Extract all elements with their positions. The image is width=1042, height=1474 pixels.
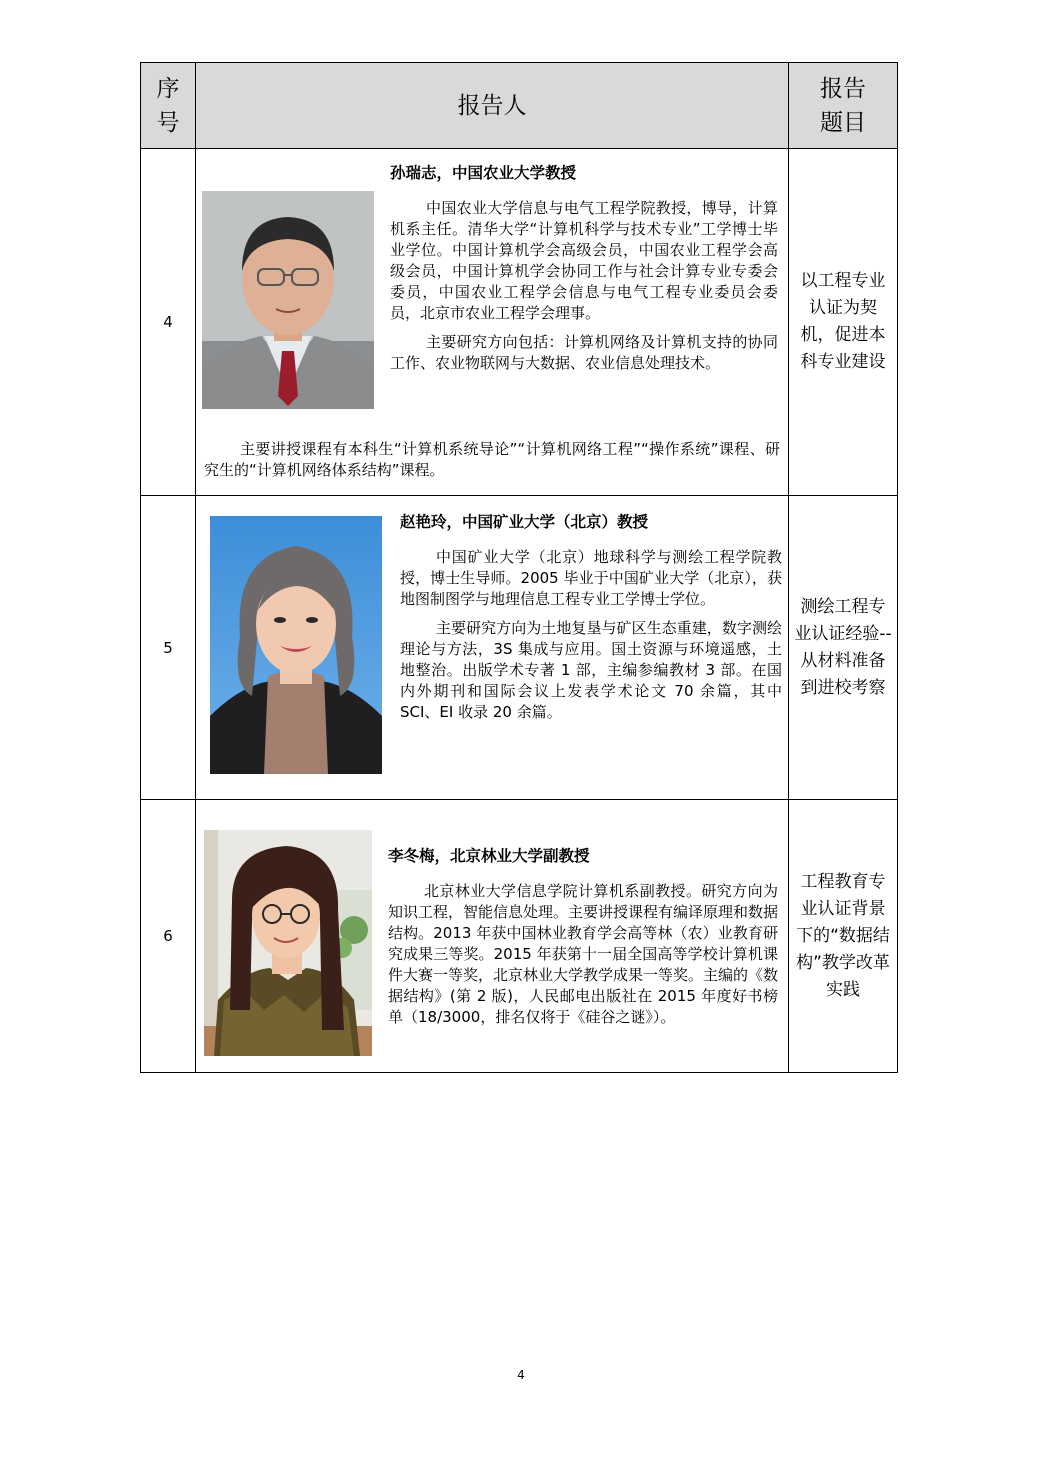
reporter-cell [196,496,789,800]
speaker-bio [390,163,778,382]
row-number: 6 [141,800,196,1073]
row-number: 4 [141,149,196,496]
speaker-photo [204,830,372,1056]
table-row [141,496,898,800]
bio-paragraph: 中国农业大学信息与电气工程学院教授，博导，计算机系主任。清华大学“计算机科学与技术专业”工学博士毕业学位。中国计算机学会高级会员，中国农业工程学会高级会员，中国计算机学会协同工作与社会计算专业专委会委员，中国农业工程学会信息与电气工程专业委员会委员，北京市农业工程学会理事。 [390,199,778,322]
speaker-table [140,62,898,1073]
speaker-name: 孙瑞志，中国农业大学教授 [390,164,577,182]
bio-paragraph: 主要研究方向为土地复垦与矿区生态重建，数字测绘理论与方法，3S 集成与应用。国土资源与环境遥感，土地整治。出版学术专著 1 部，主编参编教材 3 部。在国内外期刊和国际会议上发表学术论文 70 余篇，其中 SCI、EI 收录 20 余篇。 [400,619,782,721]
table-row [141,149,898,496]
header-no: 序号 [141,63,196,149]
header-reporter: 报告人 [196,63,789,149]
bio-paragraph: 主要研究方向包括：计算机网络及计算机支持的协同工作、农业物联网与大数据、农业信息处理技术。 [390,333,778,372]
topic-cell: 工程教育专业认证背景下的“数据结构”教学改革实践 [789,800,898,1073]
speaker-name: 李冬梅，北京林业大学副教授 [388,847,590,865]
speaker-photo [202,191,374,409]
reporter-cell [196,149,789,496]
topic-cell: 测绘工程专业认证经验--从材料准备到进校考察 [789,496,898,800]
speaker-photo [210,516,382,774]
bio-paragraph: 北京林业大学信息学院计算机系副教授。研究方向为知识工程，智能信息处理。主要讲授课程有编译原理和数据结构。2013 年获中国林业教育学会高等林（农）业教育研究成果三等奖。2015 年获第十一届全国高等学校计算机课件大赛一等奖，北京林业大学教学成果一等奖。主编的《数据结构》(第 2 版)，人民邮电出版社在 2015 年度好书榜单（18/3000，排名仅将于《硅谷之谜》）。 [388,882,779,1026]
header-topic: 报告题目 [789,63,898,149]
speaker-name: 赵艳玲，中国矿业大学（北京）教授 [400,513,649,531]
bio-paragraph: 中国矿业大学（北京）地球科学与测绘工程学院教授，博士生导师。2005 毕业于中国矿业大学（北京），获地图制图学与地理信息工程专业工学博士学位。 [400,548,782,608]
topic-cell: 以工程专业认证为契机，促进本科专业建设 [789,149,898,496]
page-number: 4 [517,1368,525,1382]
speaker-bio [400,512,782,731]
table-row [141,800,898,1073]
table-header-row [141,63,898,149]
bio-paragraph-courses: 主要讲授课程有本科生“计算机系统导论”“计算机网络工程”“操作系统”课程、研究生的“计算机网络体系结构”课程。 [204,440,780,479]
speaker-bio [388,846,778,1036]
row-number: 5 [141,496,196,800]
reporter-cell [196,800,789,1073]
